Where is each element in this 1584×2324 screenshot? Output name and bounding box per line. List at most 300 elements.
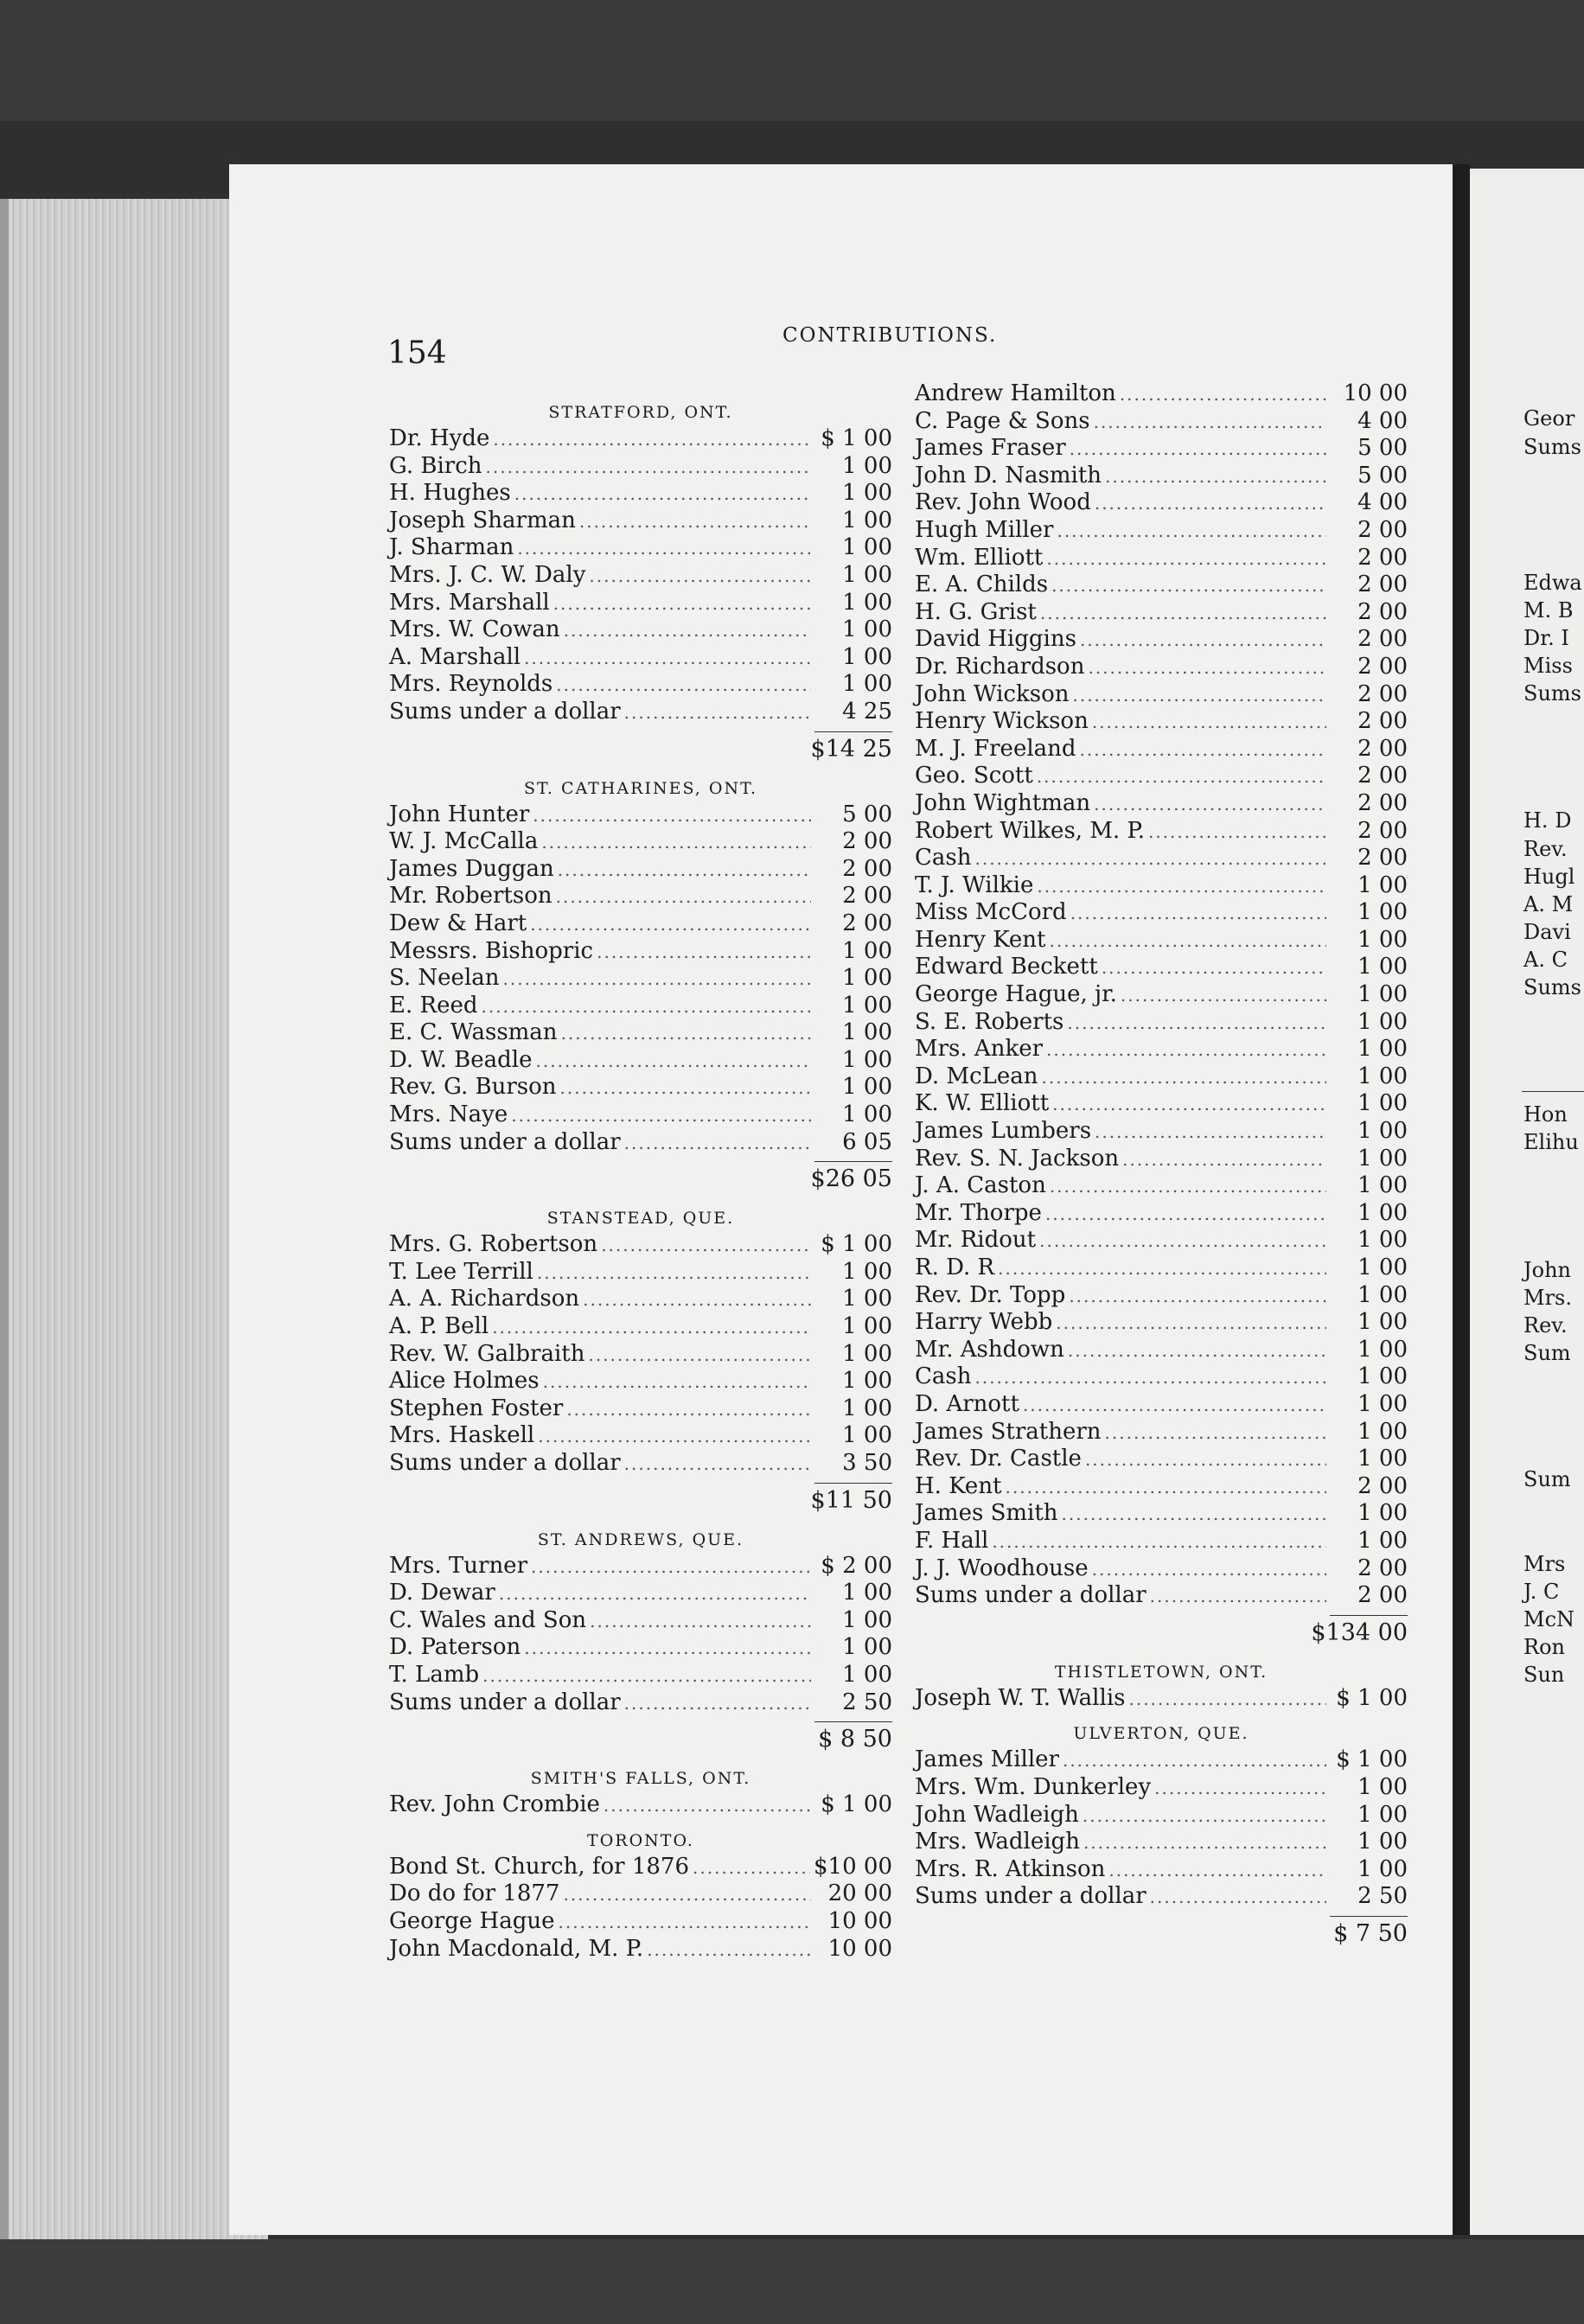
contribution-amount: 10 00	[1343, 380, 1408, 406]
contribution-row	[915, 1090, 1408, 1118]
contributor-name: D. W. Beadle	[389, 1046, 533, 1073]
contributor-name: S. E. Roberts	[915, 1008, 1064, 1035]
contributor-name: Mr. Ashdown	[915, 1336, 1064, 1363]
contribution-amount: 1 00	[842, 965, 892, 992]
contribution-row	[915, 1555, 1408, 1583]
contribution-amount: 20 00	[827, 1880, 892, 1907]
contribution-row	[389, 1422, 892, 1450]
contribution-amount: 1 00	[1357, 899, 1408, 926]
adjacent-page-fragment: H. D	[1523, 808, 1572, 833]
dot-leader	[543, 1369, 811, 1396]
dot-leader	[524, 1635, 811, 1663]
contribution-amount: 2 00	[1357, 571, 1408, 598]
contribution-amount: 1 00	[1357, 1281, 1408, 1308]
adjacent-page-fragment: Miss	[1523, 654, 1573, 678]
contributor-name: Rev. John Crombie	[389, 1791, 600, 1818]
contribution-amount: 2 00	[1357, 1582, 1408, 1609]
contributor-name: Mrs. J. C. W. Daly	[389, 561, 586, 588]
contribution-row	[915, 1282, 1408, 1310]
section-total: $ 8 50	[818, 1726, 892, 1753]
dot-leader	[556, 672, 811, 699]
contribution-row	[389, 938, 892, 966]
contribution-row	[389, 508, 892, 535]
contributor-name: George Hague, jr.	[915, 981, 1117, 1008]
contributor-name: John Wadleigh	[915, 1801, 1079, 1828]
contribution-amount: 1 00	[842, 589, 892, 616]
contribution-amount: 1 00	[1357, 1172, 1408, 1199]
contribution-section	[389, 776, 892, 1197]
contribution-row	[915, 1036, 1408, 1063]
contributor-name: Mrs. Anker	[915, 1036, 1044, 1063]
dot-leader	[1037, 873, 1326, 901]
contribution-row	[389, 671, 892, 699]
contributor-name: George Hague	[389, 1907, 555, 1934]
contributor-name: R. D. R	[915, 1255, 995, 1280]
contribution-row	[915, 1419, 1408, 1446]
contribution-amount: 4 00	[1357, 407, 1408, 434]
contributor-name: James Strathern	[915, 1418, 1102, 1445]
contributor-name: Mr. Robertson	[389, 883, 552, 910]
left-column	[389, 396, 892, 1971]
dot-leader	[533, 802, 811, 830]
section-total: $134 00	[1311, 1618, 1408, 1646]
contributor-name: James Smith	[915, 1500, 1058, 1527]
contributor-name: John Wickson	[915, 680, 1070, 707]
contributor-name: Bond St. Church, for 1876	[389, 1853, 689, 1880]
dot-leader	[1085, 1446, 1326, 1474]
dot-leader	[511, 1102, 811, 1130]
contributor-name: David Higgins	[915, 626, 1076, 653]
section-heading: STRATFORD, ONT.	[548, 403, 733, 422]
contributor-name: H. Kent	[915, 1472, 1002, 1499]
contribution-row	[389, 1607, 892, 1635]
section-total: $11 50	[810, 1486, 892, 1514]
contribution-row	[389, 1286, 892, 1313]
dot-leader	[558, 1909, 811, 1937]
contribution-row	[915, 708, 1408, 736]
contribution-row	[389, 965, 892, 993]
contributor-name: Mr. Thorpe	[915, 1199, 1042, 1226]
contribution-row	[915, 1255, 1408, 1282]
dot-leader	[1094, 409, 1326, 437]
contribution-amount: 10 00	[827, 1907, 892, 1934]
contribution-row	[915, 1856, 1408, 1884]
contributor-name: Cash	[915, 845, 972, 872]
contribution-section	[915, 380, 1408, 1650]
contributor-name: Mrs. W. Cowan	[389, 616, 560, 643]
contributor-name: Mr. Ridout	[915, 1227, 1037, 1254]
contribution-row	[915, 899, 1408, 927]
contribution-amount: 1 00	[842, 480, 892, 507]
contribution-row	[389, 1074, 892, 1101]
contribution-amount: 1 00	[1357, 1500, 1408, 1527]
dot-leader	[624, 699, 811, 727]
contributor-name: Geo. Scott	[915, 763, 1033, 789]
dot-leader	[1068, 1338, 1326, 1365]
contribution-amount: 2 00	[1357, 598, 1408, 625]
dot-leader	[1070, 436, 1326, 463]
contribution-row	[389, 1101, 892, 1129]
contribution-section	[389, 1765, 892, 1819]
contribution-amount: 2 00	[842, 910, 892, 936]
contribution-row	[915, 845, 1408, 872]
contributor-name: D. Dewar	[389, 1580, 495, 1606]
contribution-amount: 1 00	[1357, 1118, 1408, 1145]
contribution-row	[389, 1553, 892, 1580]
dot-leader	[1105, 463, 1326, 491]
contributor-name: James Fraser	[915, 435, 1066, 462]
contribution-amount: $ 1 00	[821, 1231, 892, 1258]
dot-leader	[1121, 982, 1326, 1010]
contributor-name: Henry Kent	[915, 926, 1046, 953]
contribution-section	[389, 399, 892, 767]
contribution-row	[389, 828, 892, 856]
contribution-amount: 2 00	[1357, 1555, 1408, 1581]
contribution-amount: 1 00	[842, 1368, 892, 1395]
dot-leader	[992, 1529, 1326, 1556]
contribution-row	[389, 1368, 892, 1395]
contribution-row	[915, 954, 1408, 981]
contributor-name: John Hunter	[389, 801, 530, 827]
contribution-amount: $ 1 00	[1336, 1746, 1408, 1773]
adjacent-page-fragment: Sums	[1523, 975, 1581, 999]
dot-leader	[563, 1881, 811, 1909]
dot-leader	[1040, 600, 1326, 628]
contributor-name: Robert Wilkes, M. P.	[915, 817, 1145, 844]
contribution-row	[915, 1309, 1408, 1337]
dot-leader	[1050, 928, 1327, 955]
adjacent-page-fragment: Davi	[1523, 920, 1571, 944]
adjacent-page-fragment: M. B	[1523, 598, 1574, 622]
contributor-name: Cash	[915, 1363, 972, 1390]
contribution-amount: 2 00	[1357, 735, 1408, 762]
contribution-amount: 1 00	[842, 1258, 892, 1285]
contribution-row	[915, 1500, 1408, 1528]
dot-leader	[1105, 1420, 1326, 1447]
section-heading: ST. ANDREWS, QUE.	[537, 1529, 744, 1549]
dot-leader	[558, 857, 811, 884]
contributor-name: D. Arnott	[915, 1390, 1019, 1417]
contribution-amount: 1 00	[1357, 1855, 1408, 1882]
contributor-name: Sums under a dollar	[915, 1582, 1146, 1609]
contribution-row	[389, 1689, 892, 1717]
contribution-row	[389, 534, 892, 562]
section-total: $26 05	[810, 1165, 892, 1193]
contribution-amount: 1 00	[1357, 1390, 1408, 1417]
dot-leader	[1046, 1037, 1326, 1064]
adjacent-page-fragment: Mrs.	[1523, 1286, 1572, 1310]
contribution-amount: 2 00	[1357, 653, 1408, 680]
dot-leader	[1080, 737, 1326, 764]
contributor-name: Do do for 1877	[389, 1880, 560, 1907]
contributor-name: A. A. Richardson	[389, 1286, 580, 1312]
contribution-row	[915, 681, 1408, 709]
contributor-name: H. G. Grist	[915, 598, 1037, 625]
contribution-amount: 10 00	[827, 1935, 892, 1962]
contribution-row	[389, 1395, 892, 1423]
adjacent-page-fragment: Hugl	[1523, 865, 1575, 889]
contributor-name: Sums under a dollar	[915, 1883, 1146, 1910]
contributor-name: John Macdonald, M. P.	[389, 1935, 644, 1962]
adjacent-page-fragment: Sun	[1523, 1663, 1565, 1687]
dot-leader	[590, 1608, 811, 1636]
contribution-amount: $ 1 00	[1336, 1684, 1408, 1711]
contributor-name: Mrs. R. Atkinson	[915, 1855, 1106, 1882]
dot-leader	[517, 535, 811, 563]
dot-leader	[583, 1286, 811, 1314]
dot-leader	[553, 591, 811, 618]
contribution-amount: 5 00	[842, 801, 892, 827]
adjacent-page-fragment: Rev.	[1523, 1313, 1568, 1338]
dot-leader	[624, 1451, 811, 1478]
contribution-amount: $ 2 00	[821, 1552, 892, 1579]
contributor-name: Rev. John Wood	[915, 489, 1091, 516]
contribution-amount: 1 00	[842, 561, 892, 588]
dot-leader	[1063, 1747, 1326, 1775]
contribution-row	[915, 517, 1408, 545]
contribution-row	[389, 1880, 892, 1908]
contribution-row	[389, 1791, 892, 1819]
contribution-row	[915, 1446, 1408, 1473]
contribution-amount: $10 00	[814, 1853, 892, 1880]
dot-leader	[974, 846, 1326, 873]
adjacent-page-rule	[1522, 1091, 1584, 1092]
contribution-amount: 1 00	[842, 1101, 892, 1128]
dot-leader	[1069, 1283, 1326, 1311]
dot-leader	[560, 1075, 812, 1102]
contribution-amount: 1 00	[842, 1074, 892, 1101]
contribution-amount: 6 05	[842, 1128, 892, 1155]
contribution-amount: 1 00	[842, 1046, 892, 1073]
adjacent-page-fragment: A. M	[1523, 892, 1574, 916]
contribution-row	[389, 1259, 892, 1286]
dot-leader	[1092, 1556, 1326, 1584]
contribution-row	[389, 1450, 892, 1478]
contribution-section	[389, 1527, 892, 1758]
dot-leader	[974, 1364, 1326, 1392]
section-heading: THISTLETOWN, ONT.	[1054, 1662, 1268, 1682]
contribution-amount: 1 00	[842, 534, 892, 561]
adjacent-page-fragment: Sums	[1523, 435, 1581, 459]
dot-leader	[531, 1554, 811, 1581]
dot-leader	[1023, 1392, 1326, 1420]
dot-leader	[1080, 627, 1326, 654]
dot-leader	[1092, 709, 1326, 737]
contributor-name: C. Wales and Son	[389, 1606, 587, 1633]
dot-leader	[482, 1663, 811, 1690]
contribution-row	[915, 571, 1408, 599]
contribution-amount: 1 00	[842, 452, 892, 479]
contribution-row	[389, 1047, 892, 1075]
contribution-section	[389, 1828, 892, 1963]
dot-leader	[538, 1423, 811, 1451]
contribution-row	[915, 1363, 1408, 1391]
contributor-name: J. A. Caston	[915, 1172, 1046, 1199]
contributor-name: Alice Holmes	[389, 1368, 540, 1395]
contribution-amount: 1 00	[1357, 1446, 1408, 1472]
dot-leader	[493, 426, 811, 454]
dot-leader	[1052, 1091, 1326, 1119]
dot-leader	[1094, 791, 1326, 819]
dot-leader	[1042, 1064, 1326, 1092]
contribution-row	[389, 1129, 892, 1157]
contributor-name: Mrs. G. Robertson	[389, 1231, 598, 1258]
contribution-row	[915, 654, 1408, 681]
contribution-row	[915, 818, 1408, 846]
contribution-amount: 2 00	[842, 855, 892, 882]
contribution-amount: 1 00	[842, 643, 892, 670]
contributor-name: M. J. Freeland	[915, 735, 1076, 762]
contribution-amount: 1 00	[1357, 1036, 1408, 1063]
contributor-name: D. McLean	[915, 1063, 1038, 1089]
contribution-row	[915, 1391, 1408, 1419]
contribution-amount: 1 00	[1357, 1336, 1408, 1363]
dot-leader	[514, 481, 811, 508]
contributor-name: Sums under a dollar	[389, 1689, 621, 1715]
contribution-row	[915, 599, 1408, 627]
dot-leader	[1150, 1583, 1326, 1611]
contributor-name: W. J. McCalla	[389, 828, 539, 855]
contribution-amount: 2 50	[1357, 1883, 1408, 1910]
dot-leader	[1070, 900, 1326, 928]
scan-background-top	[0, 0, 1584, 121]
contributor-name: Rev. S. N. Jackson	[915, 1145, 1120, 1172]
dot-leader	[503, 966, 812, 993]
dot-leader	[561, 1020, 811, 1048]
adjacent-page-fragment: Sum	[1523, 1467, 1571, 1491]
right-column	[915, 380, 1408, 1960]
contributor-name: S. Neelan	[389, 965, 500, 992]
contribution-row	[915, 927, 1408, 954]
contribution-row	[389, 480, 892, 508]
adjacent-page-fragment: J. C	[1523, 1580, 1560, 1604]
contributor-name: Miss McCord	[915, 899, 1067, 926]
page-number: 154	[387, 335, 447, 371]
contributor-name: A. P. Bell	[389, 1313, 489, 1340]
adjacent-page-fragment: Rev.	[1523, 837, 1568, 861]
dot-leader	[564, 617, 811, 645]
dot-leader	[1083, 1803, 1326, 1830]
dot-leader	[604, 1792, 811, 1820]
contribution-amount: $ 1 00	[821, 425, 892, 451]
contributor-name: Mrs. Wadleigh	[915, 1829, 1080, 1855]
dot-leader	[589, 563, 811, 591]
contribution-amount: 2 00	[1357, 516, 1408, 543]
contributor-name: H. Hughes	[389, 480, 511, 507]
contributor-name: E. Reed	[389, 992, 478, 1018]
contribution-row	[389, 1662, 892, 1689]
contribution-row	[915, 1118, 1408, 1146]
scan-background-bottom	[0, 2239, 1584, 2324]
dot-leader	[1102, 954, 1326, 982]
dot-leader	[1037, 763, 1326, 791]
dot-leader	[1088, 654, 1326, 682]
contribution-row	[915, 1337, 1408, 1364]
contribution-row	[915, 1528, 1408, 1555]
adjacent-page-fragment: Geor	[1523, 406, 1575, 431]
dot-leader	[1006, 1474, 1326, 1502]
contribution-section	[915, 1659, 1408, 1713]
contributor-name: T. J. Wilkie	[915, 872, 1034, 898]
dot-leader	[1108, 1857, 1326, 1885]
contribution-amount: 1 00	[1357, 1255, 1408, 1280]
dot-leader	[486, 454, 811, 482]
dot-leader	[536, 1048, 812, 1076]
dot-leader	[693, 1855, 810, 1882]
contributor-name: Stephen Foster	[389, 1395, 564, 1421]
dot-leader	[1148, 819, 1326, 846]
contribution-row	[389, 1854, 892, 1881]
contributor-name: Rev. Dr. Castle	[915, 1446, 1082, 1472]
contribution-amount: 3 50	[842, 1450, 892, 1476]
contributor-name: James Miller	[915, 1746, 1059, 1773]
contributor-name: Mrs. Marshall	[389, 589, 550, 616]
contribution-amount: 1 00	[1357, 1773, 1408, 1800]
contribution-amount: 2 00	[1357, 626, 1408, 653]
contributor-name: Sums under a dollar	[389, 1450, 621, 1476]
dot-leader	[1072, 682, 1326, 710]
contributor-name: Mrs. Reynolds	[389, 671, 553, 698]
contribution-amount: 1 00	[1357, 1801, 1408, 1828]
contribution-amount: 1 00	[842, 616, 892, 643]
contributor-name: A. Marshall	[389, 643, 521, 670]
dot-leader	[482, 993, 811, 1021]
contribution-row	[915, 1746, 1408, 1774]
contributor-name: Rev. W. Galbraith	[389, 1340, 585, 1367]
contribution-row	[915, 1200, 1408, 1228]
contribution-amount: 1 00	[1357, 1363, 1408, 1390]
contribution-amount: 1 00	[842, 1313, 892, 1340]
contribution-amount: 1 00	[842, 1019, 892, 1046]
contribution-row	[915, 1883, 1408, 1911]
contributor-name: C. Page & Sons	[915, 407, 1090, 434]
section-heading: ST. CATHARINES, ONT.	[523, 778, 757, 798]
contribution-amount: 1 00	[1357, 1418, 1408, 1445]
contribution-row	[915, 1473, 1408, 1501]
contribution-row	[389, 562, 892, 590]
contribution-row	[915, 736, 1408, 763]
contributor-name: Mrs. Haskell	[389, 1422, 535, 1449]
running-head: CONTRIBUTIONS.	[782, 324, 998, 347]
contributor-name: G. Birch	[389, 452, 482, 479]
contribution-row	[915, 1774, 1408, 1802]
contributor-name: K. W. Elliott	[915, 1090, 1050, 1117]
contribution-row	[389, 1936, 892, 1963]
contributor-name: Edward Beckett	[915, 954, 1098, 980]
contributor-name: John Wightman	[915, 789, 1091, 816]
adjacent-page-fragment: Edwa	[1523, 571, 1582, 595]
contribution-amount: 2 00	[1357, 1472, 1408, 1499]
contribution-amount: 1 00	[842, 507, 892, 533]
contribution-amount: 1 00	[842, 1422, 892, 1449]
adjacent-page-fragment: Elihu	[1523, 1130, 1579, 1154]
contribution-row	[915, 1685, 1408, 1713]
dot-leader	[601, 1232, 811, 1260]
section-total: $ 7 50	[1333, 1919, 1408, 1947]
contributor-name: Mrs. Naye	[389, 1101, 508, 1128]
contribution-amount: 1 00	[1357, 1829, 1408, 1855]
dot-leader	[1039, 1228, 1326, 1255]
contribution-amount: 1 00	[842, 1634, 892, 1661]
contribution-row	[915, 1582, 1408, 1610]
section-heading: SMITH'S FALLS, ONT.	[530, 1769, 751, 1789]
contributor-name: J. J. Woodhouse	[915, 1555, 1089, 1581]
contribution-row	[915, 1227, 1408, 1255]
contribution-row	[389, 1580, 892, 1607]
contribution-amount: 2 00	[1357, 763, 1408, 789]
contribution-amount: 1 00	[1357, 1008, 1408, 1035]
contributor-name: Andrew Hamilton	[915, 380, 1116, 406]
